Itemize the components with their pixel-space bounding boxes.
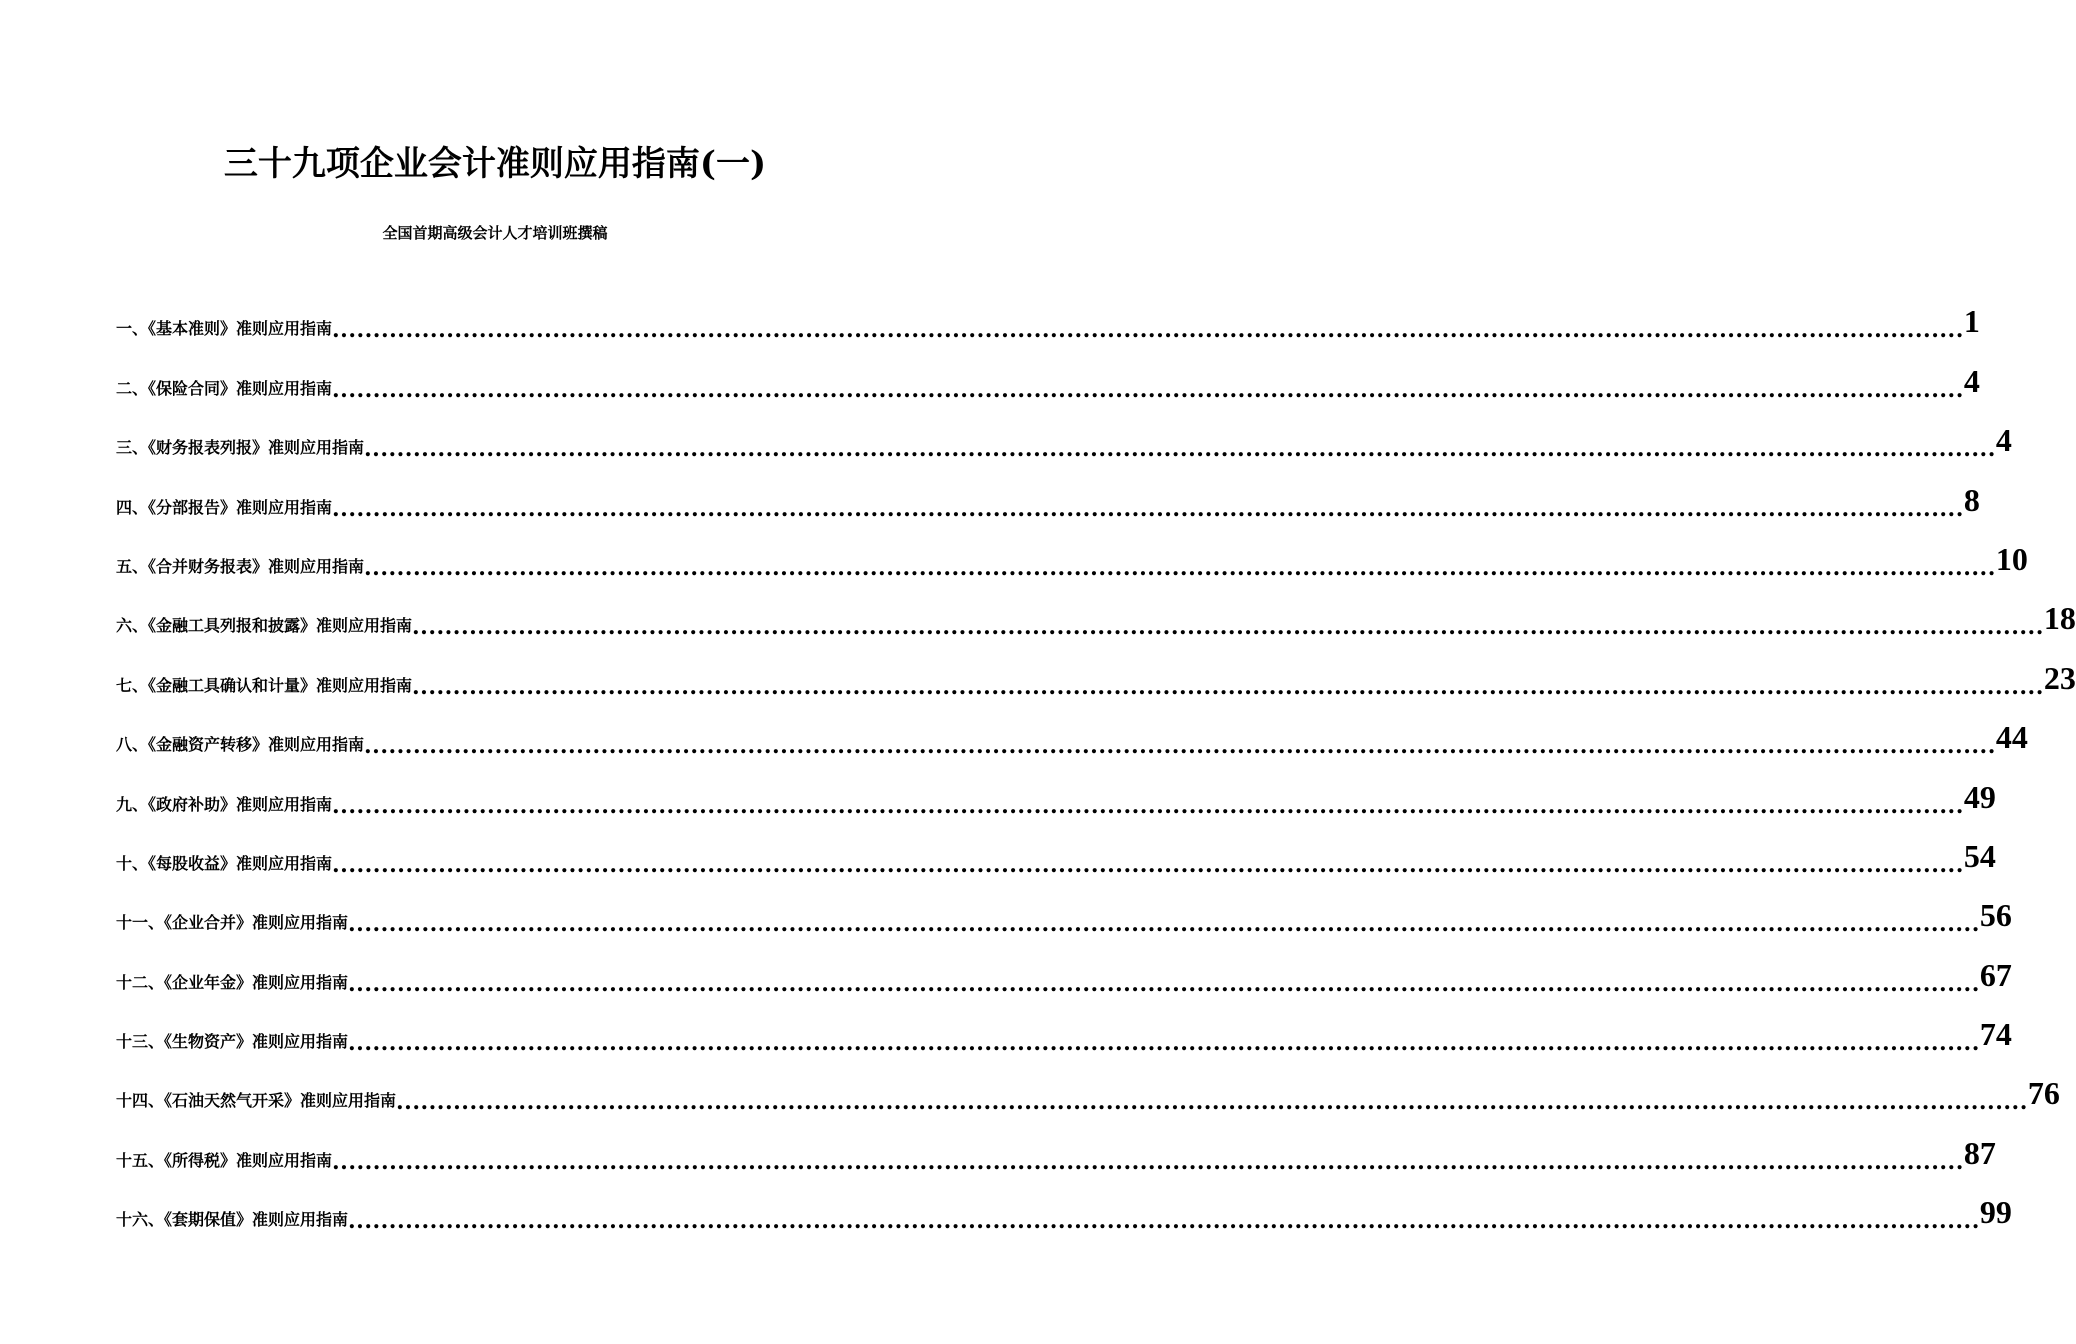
toc-entry[interactable] <box>116 997 2012 1057</box>
toc-dot-leader: ........................................................................................................................................................................................................ <box>396 1089 2028 1116</box>
table-of-contents <box>116 284 2076 1235</box>
toc-entry-title[interactable]: 九、《政府补助》准则应用指南 <box>116 794 333 814</box>
toc-entry-title[interactable]: 十一、《企业合并》准则应用指南 <box>116 913 349 933</box>
toc-entry-title[interactable]: 八、《金融资产转移》准则应用指南 <box>116 735 365 755</box>
toc-dot-leader: ........................................................................................................................................................................................................ <box>348 1208 1980 1235</box>
toc-dot-leader: ........................................................................................................................................................................................................ <box>364 733 1996 760</box>
toc-entry[interactable] <box>116 937 2012 997</box>
toc-dot-leader: ........................................................................................................................................................................................................ <box>348 1030 1980 1057</box>
toc-dot-leader: ........................................................................................................................................................................................................ <box>332 792 1964 819</box>
toc-entry[interactable] <box>116 403 2012 463</box>
toc-entry-page[interactable]: 4 <box>1995 422 2012 459</box>
toc-entry-page[interactable]: 76 <box>2027 1075 2060 1112</box>
toc-entry[interactable] <box>116 1175 2012 1235</box>
toc-entry-page[interactable]: 10 <box>1995 540 2028 577</box>
toc-dot-leader: ........................................................................................................................................................................................................ <box>348 911 1980 938</box>
toc-dot-leader: ........................................................................................................................................................................................................ <box>364 436 1996 463</box>
toc-entry[interactable] <box>116 819 1996 878</box>
toc-dot-leader: ........................................................................................................................................................................................................ <box>332 376 1964 403</box>
toc-entry[interactable] <box>116 759 1996 819</box>
toc-entry-page[interactable]: 44 <box>1995 719 2028 756</box>
toc-entry-title[interactable]: 七、《金融工具确认和计量》准则应用指南 <box>116 675 413 695</box>
toc-entry-page[interactable]: 18 <box>2043 600 2076 637</box>
toc-entry[interactable] <box>116 700 2028 760</box>
toc-dot-leader: ........................................................................................................................................................................................................ <box>364 554 1996 581</box>
toc-entry-title[interactable]: 十四、《石油天然气开采》准则应用指南 <box>116 1091 397 1111</box>
toc-entry-title[interactable]: 十六、《套期保值》准则应用指南 <box>116 1210 349 1230</box>
toc-dot-leader: ........................................................................................................................................................................................................ <box>412 673 2044 700</box>
toc-entry-page[interactable]: 87 <box>1963 1134 1996 1171</box>
toc-dot-leader: ........................................................................................................................................................................................................ <box>332 851 1964 878</box>
toc-entry-page[interactable]: 8 <box>1963 481 1980 518</box>
toc-entry-page[interactable]: 49 <box>1963 778 1996 815</box>
document-title: 三十九项企业会计准则应用指南(一) <box>223 144 767 184</box>
toc-entry-page[interactable]: 54 <box>1963 837 1996 874</box>
toc-entry-page[interactable]: 99 <box>1979 1194 2012 1231</box>
toc-entry[interactable] <box>116 878 2012 938</box>
document-subtitle: 全国首期高级会计人才培训班撰稿 <box>382 224 608 242</box>
toc-entry[interactable] <box>116 1056 2060 1116</box>
toc-entry-title[interactable]: 六、《金融工具列报和披露》准则应用指南 <box>116 616 413 636</box>
toc-dot-leader: ........................................................................................................................................................................................................ <box>332 1148 1964 1175</box>
toc-dot-leader: ........................................................................................................................................................................................................ <box>348 970 1980 997</box>
toc-dot-leader: ........................................................................................................................................................................................................ <box>412 614 2044 641</box>
toc-entry-title[interactable]: 十、《每股收益》准则应用指南 <box>116 853 333 873</box>
toc-dot-leader: ........................................................................................................................................................................................................ <box>332 317 1964 344</box>
toc-entry-title[interactable]: 二、《保险合同》准则应用指南 <box>116 378 333 398</box>
toc-entry-page[interactable]: 4 <box>1963 362 1980 399</box>
toc-entry-page[interactable]: 56 <box>1979 897 2012 934</box>
toc-entry-title[interactable]: 四、《分部报告》准则应用指南 <box>116 497 333 517</box>
toc-entry-title[interactable]: 三、《财务报表列报》准则应用指南 <box>116 438 365 458</box>
toc-entry[interactable] <box>116 522 2028 581</box>
toc-entry[interactable] <box>116 462 1980 522</box>
toc-entry-title[interactable]: 十二、《企业年金》准则应用指南 <box>116 972 349 992</box>
toc-entry[interactable] <box>116 1115 1996 1175</box>
toc-entry[interactable] <box>116 284 1980 344</box>
toc-entry-page[interactable]: 67 <box>1979 956 2012 993</box>
toc-entry-page[interactable]: 1 <box>1963 303 1980 340</box>
toc-entry-title[interactable]: 一、《基本准则》准则应用指南 <box>116 319 333 339</box>
toc-entry-title[interactable]: 五、《合并财务报表》准则应用指南 <box>116 556 365 576</box>
toc-dot-leader: ........................................................................................................................................................................................................ <box>332 495 1964 522</box>
toc-entry-page[interactable]: 23 <box>2043 659 2076 696</box>
toc-entry-page[interactable]: 74 <box>1979 1016 2012 1053</box>
toc-entry-title[interactable]: 十五、《所得税》准则应用指南 <box>116 1150 333 1170</box>
toc-entry-title[interactable]: 十三、《生物资产》准则应用指南 <box>116 1032 349 1052</box>
toc-entry[interactable] <box>116 343 1980 403</box>
toc-entry[interactable] <box>116 581 2076 641</box>
toc-entry[interactable] <box>116 640 2076 700</box>
